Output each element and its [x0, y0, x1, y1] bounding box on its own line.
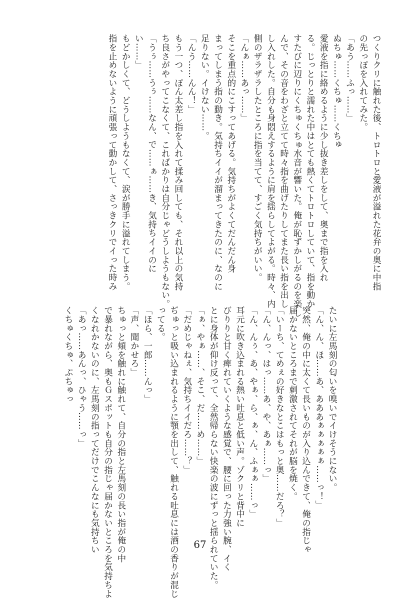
text-block-upper [105, 34, 382, 318]
text-line: 「ん、ん、ほ……あ、あああぁぁぁぁぁ……っ！」 [313, 306, 324, 510]
text-line: とに身体が仰け反って、全然帰らない快楽の波にずっと揺られていた。 [208, 306, 219, 590]
text-line: ぬちゅ……くちゅ……くちゅ [331, 34, 342, 150]
text-line: で暴れながら、奥もＧスポットも自分の指じゃ届かないところを気持ちよ [102, 306, 113, 598]
text-line: 「あっ……あんっ、ひゃう……っ」 [76, 306, 87, 448]
text-line: 「ん、んっ、はっ……あ、や、あぁ……っ」 [260, 306, 271, 483]
text-line: 足りない。イけない……。 [199, 34, 210, 141]
text-line: 「んぁ……あっ……」 [238, 34, 249, 123]
text-line: ちゅっと頬を触れに触れて、自分の指と左馬刻の長い指が俺の中 [115, 306, 126, 563]
text-line: い……」 [133, 34, 144, 70]
text-line: 「あう……ふっ……」 [344, 34, 355, 123]
text-line: 「ん、んぅ、あ、やぁ、ら、ぁ、ん、ふぁぁ……っ」 [247, 306, 258, 519]
text-line: つくりクリに触れた後、トロトロと愛液が溢れた花弁の奥に中指 [371, 34, 381, 291]
text-block-lower [61, 306, 338, 598]
text-line: ぢゅっと吸い込まれるように顎を出して、触れる吐息には酒の香りが混じ [168, 306, 179, 598]
text-line: 「ほら、一郎……んっ」 [142, 306, 153, 404]
text-line: まってしまう指の動き。気持ちイイが溜まってきたのに、なのに [212, 34, 223, 291]
text-line: し入れした。自分も身悶えするように肩を揺らしてよがる。時々、内 [265, 34, 276, 309]
text-line: もどかしくて、どうしようもなくて、涙が勝手に溢れてしまう。 [120, 34, 131, 291]
text-line: もう一つ、ぽん太差し指を入れて揉み回しても、それ以上の気持 [172, 34, 183, 291]
page-number: 67 [193, 540, 207, 551]
text-line: る。じっとりと濡れた中はとても熱くてトロトロしていて、指を動か [304, 34, 315, 309]
text-line: たいに左馬刻の匂いを嗅いでイけそうにない。 [327, 306, 337, 492]
text-line: 「うぅ……うぅ……なん、で……ぁ……き、気持ちイイのに [146, 34, 157, 273]
text-line: の先っぽを入れてみた。 [357, 34, 368, 132]
text-line: びりりと甘く痺れていくような感覚で、腰に回った力強い腕、イく [221, 306, 232, 572]
text-line: くちゅくちゅ、ぷちゅっ [62, 306, 73, 404]
text-line: そこを重点的にこすってあげる。気持ちがよくてだんだん身 [225, 34, 236, 273]
text-line: ってる。 [155, 306, 166, 342]
text-line: 突然、俺の中に太くて長いものが入り込んできて、俺の指じゃ [300, 306, 311, 554]
text-line: すたびに辺りにくちゅくちゅ水音が響いた。俺が恥ずかしがるのを楽し [291, 34, 302, 318]
text-line: 側のザラザラしたところに指を当てて、すごく気持ちがいい。 [252, 34, 263, 282]
text-line: 「ぁ、やぁ……、そこ、だ……め……」 [194, 306, 205, 466]
text-line: 「だめじゃねぇ、気持ちイイだろ……？」 [181, 306, 192, 475]
text-line: 耳元に吹き込まれる熱い吐息と低い声。ゾクリと背中に [234, 306, 245, 528]
text-line: 「いーち、てめぇの好きなとこはもっと奥……だろ？」 [274, 306, 285, 528]
text-line: 届かないところまで刺激されてそれが脳を焼く。 [287, 306, 298, 501]
text-line: 「んう……んん！」 [186, 34, 197, 114]
text-line: 愛液を指に絡めるように少し抜き差しをして、奥まで指を入れ [318, 34, 329, 282]
text-line: んで、その音をわざと立てて時々指を曲げたりしてまた長い指を出し [278, 34, 289, 309]
text-line: 指を止めないように頑張って動かして、さっきクリでイった時み [106, 34, 117, 291]
text-line: ち良さがやってこなくて、こればかりは自分じゃどうしようもない。 [159, 34, 170, 309]
text-line: 「声、聞かせろ」 [128, 306, 139, 377]
text-line: くなれかないのに、左馬刻の指ってだけでこんなにも気持ちい [89, 306, 100, 554]
